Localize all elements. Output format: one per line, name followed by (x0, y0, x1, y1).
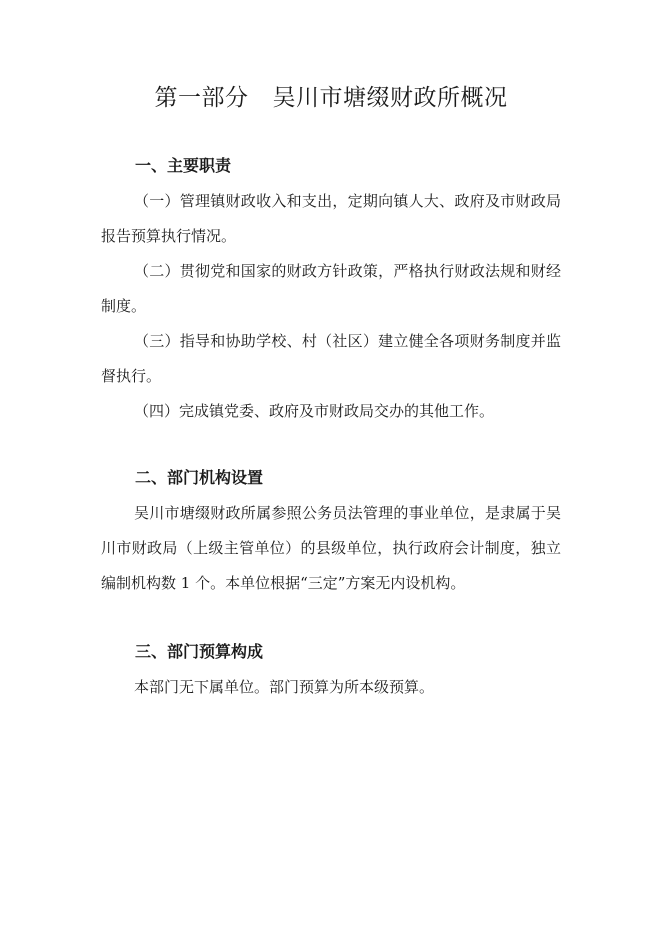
section-heading-budget-composition: 三、部门预算构成 (135, 642, 264, 661)
page-title (0, 83, 662, 113)
title-name: 吴川市塘缀财政所概况 (272, 85, 508, 111)
duty-paragraph-2: （二）贯彻党和国家的财政方针政策，严格执行财政法规和财经制度。 (101, 262, 561, 315)
duty-paragraph-4: （四）完成镇党委、政府及市财政局交办的其他工作。 (134, 402, 495, 420)
title-part: 第一部分 (154, 85, 249, 111)
duty-paragraph-1: （一）管理镇财政收入和支出，定期向镇人大、政府及市财政局报告预算执行情况。 (101, 192, 561, 245)
budget-composition-paragraph: 本部门无下属单位。部门预算为所本级预算。 (134, 678, 435, 696)
section-heading-org-setup: 二、部门机构设置 (135, 468, 264, 487)
org-setup-paragraph: 吴川市塘缀财政所属参照公务员法管理的事业单位，是隶属于吴川市财政局（上级主管单位）的县级单位，执行政府会计制度，独立编制机构数 1 个。本单位根据“三定”方案无内设机构。 (101, 504, 561, 592)
section-heading-main-duties: 一、主要职责 (135, 156, 232, 175)
duty-paragraph-3: （三）指导和协助学校、村（社区）建立健全各项财务制度并监督执行。 (101, 332, 561, 385)
